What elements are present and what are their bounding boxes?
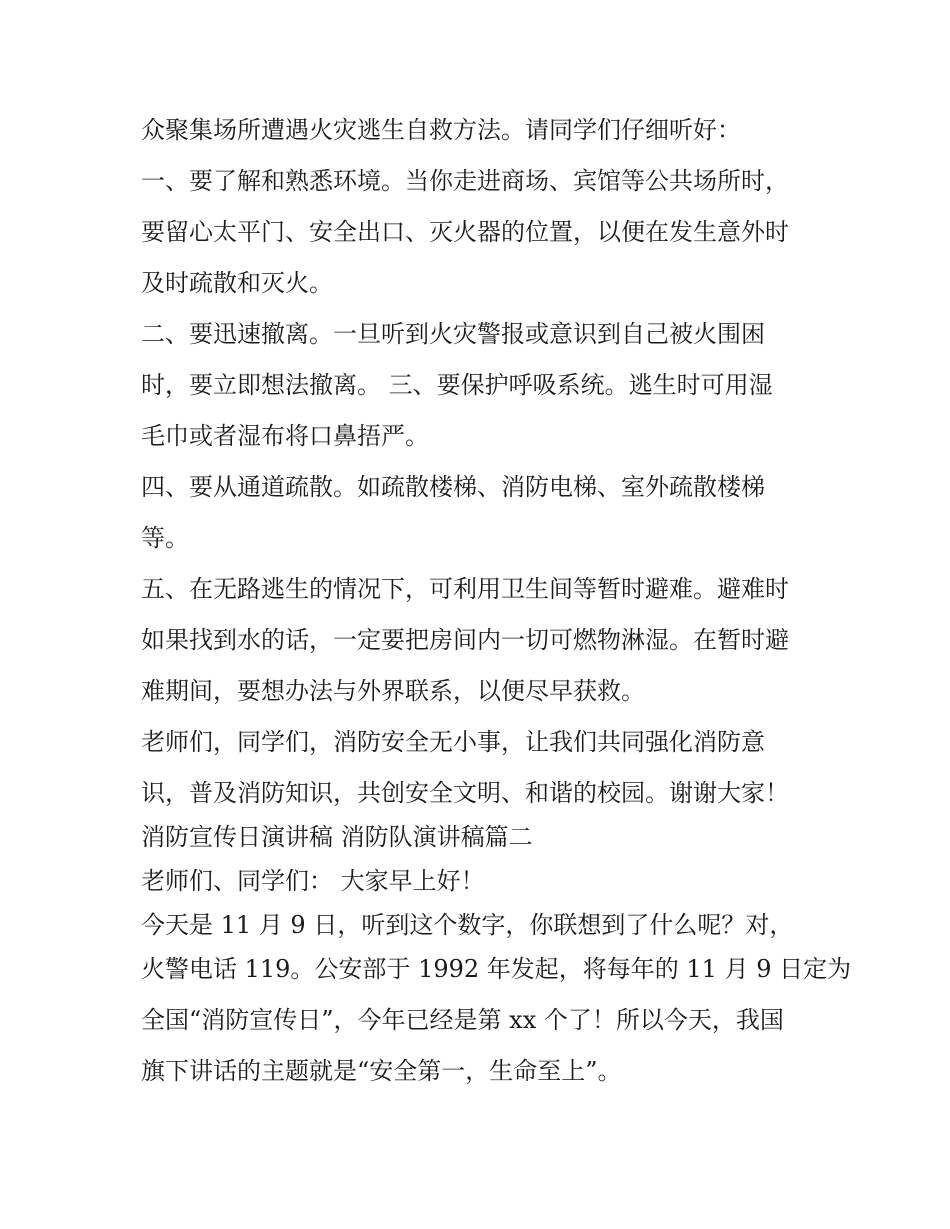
text-line: 二、要迅速撤离。一旦听到火灾警报或意识到自己被火围困: [141, 320, 765, 348]
text-line: 众聚集场所遭遇火灾逃生自救方法。请同学们仔细听好：: [141, 116, 741, 144]
greeting-line: 老师们、同学们： 大家早上好！: [141, 867, 485, 895]
text-line: 如果找到水的话，一定要把房间内一切可燃物淋湿。在暂时避: [141, 626, 789, 654]
text-line: 要留心太平门、安全出口、灭火器的位置，以便在发生意外时: [141, 218, 789, 246]
text-line: 时，要立即想法撤离。 三、要保护呼吸系统。逃生时可用湿: [141, 371, 773, 399]
text-line: 一、要了解和熟悉环境。当你走进商场、宾馆等公共场所时，: [141, 167, 789, 195]
text-line: 四、要从通道疏散。如疏散楼梯、消防电梯、室外疏散楼梯: [141, 473, 765, 501]
text-line: 今天是 11 月 9 日，听到这个数字，你联想到了什么呢？对，: [141, 911, 794, 939]
text-line: 及时疏散和灭火。: [141, 269, 333, 297]
text-line: 五、在无路逃生的情况下，可利用卫生间等暂时避难。避难时: [141, 575, 789, 603]
text-line: 老师们，同学们，消防安全无小事，让我们共同强化消防意: [141, 728, 765, 756]
text-line: 旗下讲话的主题就是“安全第一，生命至上”。: [141, 1057, 622, 1085]
section-heading: 消防宣传日演讲稿 消防队演讲稿篇二: [141, 823, 533, 851]
text-line: 识，普及消防知识，共创安全文明、和谐的校园。谢谢大家！: [141, 779, 789, 807]
text-line: 难期间，要想办法与外界联系，以便尽早获救。: [141, 677, 645, 705]
document-body: [141, 110, 852, 1102]
text-line: 全国“消防宣传日”，今年已经是第 xx 个了！所以今天，我国: [141, 1006, 784, 1034]
text-line: 火警电话 119。公安部于 1992 年发起，将每年的 11 月 9 日定为: [141, 955, 852, 983]
text-line: 等。: [141, 524, 189, 552]
text-line: 毛巾或者湿布将口鼻捂严。: [141, 422, 429, 450]
